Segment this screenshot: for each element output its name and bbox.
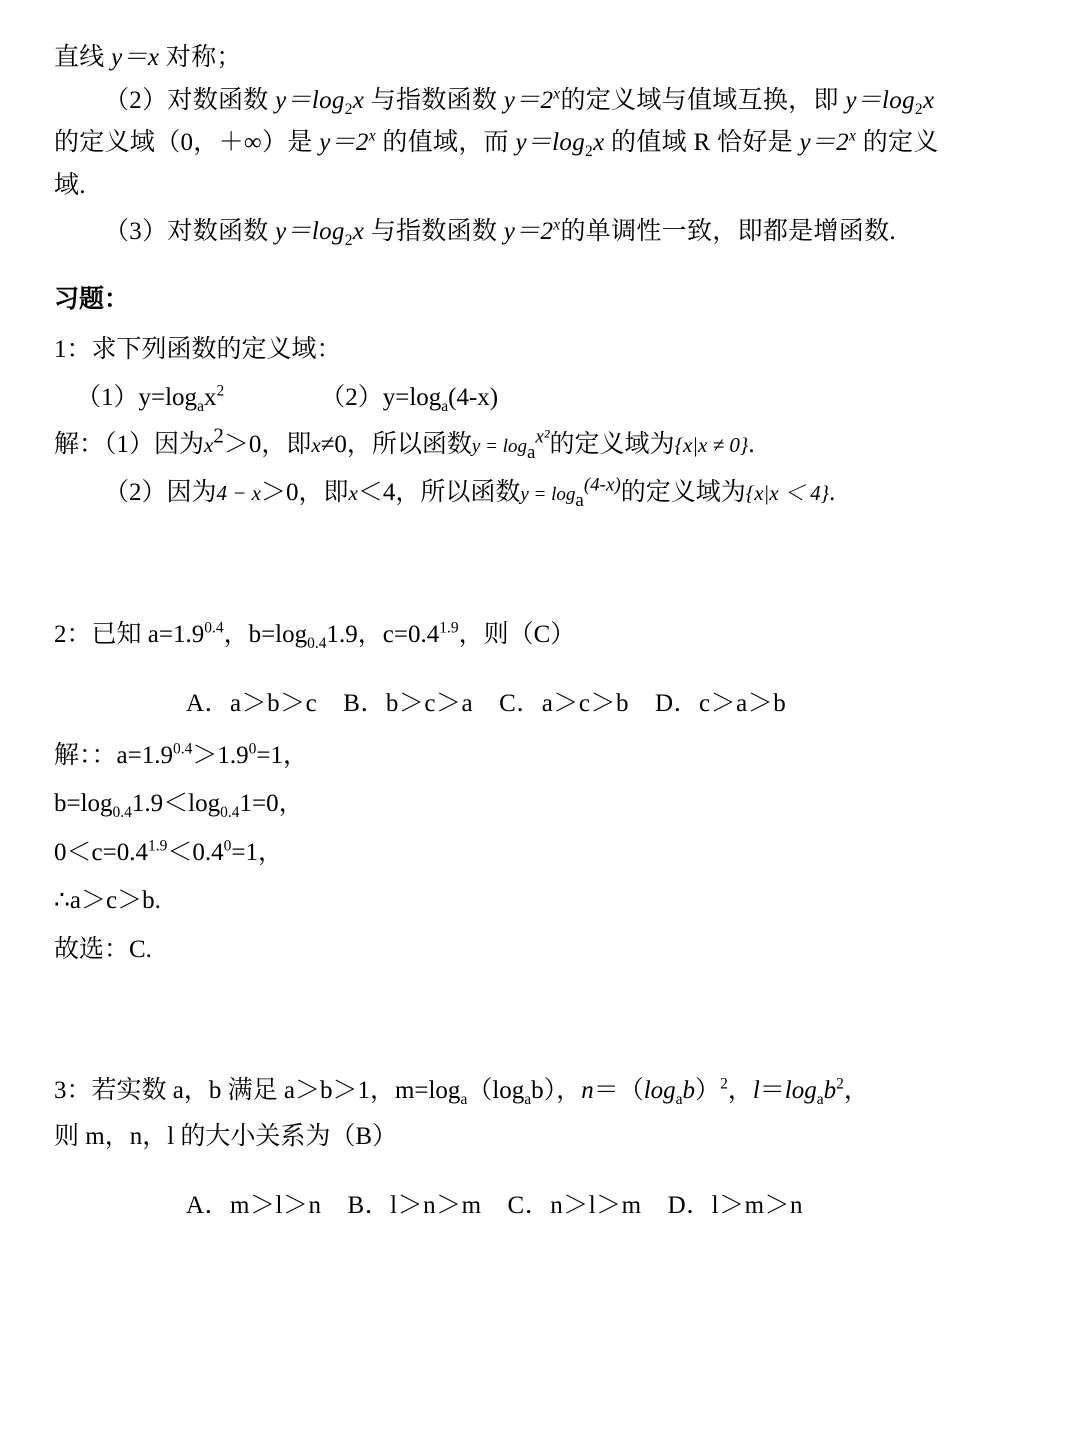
q3-stem-b: （log xyxy=(467,1077,525,1104)
q3-stem-log1-var: b xyxy=(682,1077,696,1104)
property-2-line2-math-a: y＝2 xyxy=(319,129,369,156)
q3-stem-d: ＝（ xyxy=(593,1077,644,1104)
q2-stem-a-sup: 0.4 xyxy=(204,619,224,637)
question-1-solution-2 xyxy=(54,471,1026,516)
q2-stem-d: ，则（ xyxy=(458,620,534,648)
question-2-solution-line-3 xyxy=(54,831,1026,876)
spacer-q2-choices xyxy=(54,660,1026,670)
property-3-label: （3） xyxy=(104,218,168,245)
question-3-choices xyxy=(54,1186,1026,1226)
q3-choice-a[interactable]: A．m＞l＞n xyxy=(186,1192,322,1219)
property-2-text-b: 与指数函数 xyxy=(364,86,504,114)
property-2-line-1 xyxy=(54,81,1026,122)
q2-sol1-c: =1， xyxy=(256,741,308,769)
question-2-conclusion: ∴a＞c＞b. xyxy=(54,887,161,914)
property-2-text-a: 对数函数 xyxy=(167,86,276,114)
q1-sol2-d: 的定义域为 xyxy=(620,479,746,506)
q1-sol1-set: {x|x ≠ 0} xyxy=(674,432,749,457)
q3-stem-g: ＝ xyxy=(759,1077,785,1104)
question-2-stem xyxy=(54,614,1026,656)
q2-answer: C xyxy=(533,620,551,648)
q2-stem-e: ） xyxy=(550,620,576,648)
question-1-item-2-sub: a xyxy=(441,397,449,415)
spacer-after-q1-2 xyxy=(54,580,1026,614)
question-1-block xyxy=(54,329,1026,516)
question-1-item-1-sub: a xyxy=(197,397,204,415)
property-2-line2-c: 的值域 R 恰好是 xyxy=(604,129,800,156)
property-2-line2-math-c-sup: x xyxy=(848,127,857,145)
question-1-item-1-sup: 2 xyxy=(216,382,225,400)
q1-sol1-d: 的定义域为 xyxy=(549,430,675,458)
property-2-line2-d: 的定义 xyxy=(856,129,939,156)
q1-sol1-fn-sup: x² xyxy=(535,426,550,448)
q3-stem-log2-sub: a xyxy=(816,1091,824,1108)
q1-sol2-b: ＞0，即 xyxy=(261,479,349,506)
q3-stem-c: b）， xyxy=(531,1077,582,1104)
q1-sol2-set: {x|x ＜ 4} xyxy=(745,481,830,505)
q2-sol3-a-sup: 1.9 xyxy=(147,837,168,855)
question-2-final-answer: 故选：C. xyxy=(54,935,152,963)
q3-stem-a: 3：若实数 a，b 满足 a＞b＞1，m=log xyxy=(54,1077,461,1104)
q3-answer: B xyxy=(355,1123,373,1150)
property-2-line-3: 域. xyxy=(54,171,86,199)
q3-stem-h: ， xyxy=(843,1077,869,1104)
question-1-item-1-label: （1） xyxy=(76,383,139,411)
property-3-text-c: 的单调性一致，即都是增函数. xyxy=(560,218,896,245)
question-3-stem-line-1 xyxy=(54,1070,1026,1112)
property-2-line2-math-b-sub: 2 xyxy=(585,143,594,160)
question-1-item-1-expr: y=log xyxy=(138,383,198,411)
q2-sol2-b-sub: 0.4 xyxy=(220,804,240,821)
question-1-stem: 1：求下列函数的定义域： xyxy=(54,335,342,363)
q2-sol3-b: ＜0.4 xyxy=(167,838,224,866)
q2-sol2-b: 1.9＜log xyxy=(131,790,221,817)
exercises-heading: 习题： xyxy=(54,284,130,313)
question-2-choices xyxy=(54,684,1026,724)
q1-sol2-e: . xyxy=(829,479,836,506)
property-2-math-b: y＝2 xyxy=(503,86,554,114)
q2-stem-a: 2：已知 a=1.9 xyxy=(54,620,205,648)
q3-choice-c[interactable]: C．n＞l＞m xyxy=(507,1192,642,1219)
q3-stem-log2-var: b xyxy=(823,1077,837,1104)
property-2-line2-math-b: y＝log xyxy=(515,129,586,156)
property-2-math-c-sub: 2 xyxy=(914,100,923,118)
question-1-item-2-label: （2） xyxy=(320,383,383,411)
q3-stem-e: ） xyxy=(695,1077,721,1104)
q1-sol1-e: . xyxy=(748,430,755,458)
property-3-math-a-var: x xyxy=(352,218,365,245)
q2-sol1-a-sup: 0.4 xyxy=(172,740,193,758)
q2-choice-c[interactable]: C．a＞c＞b xyxy=(499,689,629,717)
q1-sol1-fn-sub: a xyxy=(526,441,536,463)
q3-stem-f: ， xyxy=(727,1077,753,1104)
top-fragment-math: y＝x xyxy=(111,44,160,71)
q1-sol1-math2: x xyxy=(311,432,321,457)
q3-stem2-b: ） xyxy=(372,1123,398,1150)
q2-stem-b-sub: 0.4 xyxy=(307,634,327,652)
q2-sol1-a: 解：：a=1.9 xyxy=(54,741,173,769)
q1-sol2-c: ＜4，所以函数 xyxy=(357,479,521,506)
property-2-line2-math-a-sup: x xyxy=(368,127,376,145)
q1-sol1-b: ＞0，即 xyxy=(223,430,312,458)
q3-choice-d[interactable]: D．l＞m＞n xyxy=(667,1192,804,1219)
top-fragment-line xyxy=(54,38,1026,79)
q3-stem-n: n xyxy=(581,1077,594,1104)
property-2-line2-math-b-var: x xyxy=(593,129,605,156)
q2-sol1-b: ＞1.9 xyxy=(192,741,249,769)
q1-sol1-c: ≠0，所以函数 xyxy=(320,430,472,458)
property-2-math-a-var: x xyxy=(352,86,365,114)
q2-sol2-a: b=log xyxy=(54,790,113,817)
q3-stem-log1: log xyxy=(643,1077,676,1104)
q1-sol1-math1: x xyxy=(204,432,214,457)
q2-choice-b[interactable]: B．b＞c＞a xyxy=(343,689,474,717)
question-2-block xyxy=(54,614,1026,973)
q1-sol2-a: （2）因为 xyxy=(104,479,217,506)
question-1-item-1 xyxy=(76,382,225,415)
question-1-items xyxy=(54,377,1026,413)
property-3-text-b: 与指数函数 xyxy=(364,218,504,245)
q1-sol2-fn: y = log xyxy=(520,484,576,505)
property-2-block xyxy=(54,81,1026,207)
q3-stem-a-sub: a xyxy=(460,1091,468,1108)
q1-sol2-math2: x xyxy=(348,481,358,505)
question-1-solution-1 xyxy=(54,423,1026,468)
spacer-after-q2 xyxy=(54,976,1026,1036)
q1-sol1-math1-sup: 2 xyxy=(213,423,224,448)
property-2-text-c: 的定义域与值域互换，即 xyxy=(560,86,846,114)
top-fragment-suffix: 对称； xyxy=(159,44,242,71)
q1-sol1-fn: y = log xyxy=(471,435,527,457)
q2-sol2-c: 1=0， xyxy=(239,790,304,817)
q1-sol2-fn-sub: a xyxy=(575,490,584,511)
property-2-line2-b: 的值域，而 xyxy=(375,129,516,156)
question-1-item-2 xyxy=(320,383,499,415)
property-2-line2-math-c: y＝2 xyxy=(799,129,849,156)
q3-stem-log1-sub: a xyxy=(675,1091,683,1108)
property-2-math-b-sup: x xyxy=(553,85,561,103)
q2-choice-a[interactable]: A．a＞b＞c xyxy=(186,689,318,717)
property-2-line2-a: 的定义域（0，＋∞）是 xyxy=(54,129,320,156)
question-2-solution-line-2 xyxy=(54,782,1026,827)
q3-stem-l: l xyxy=(752,1077,760,1104)
property-3-line-1 xyxy=(54,212,1026,253)
property-3-block xyxy=(54,212,1026,253)
property-2-math-c: y＝log xyxy=(845,86,915,114)
q2-sol3-c: =1， xyxy=(231,838,283,866)
q1-sol2-math1: 4 − x xyxy=(216,481,262,505)
question-3-stem-line-2 xyxy=(54,1116,1026,1158)
question-1-item-2-tail: (4-x) xyxy=(448,383,499,411)
top-fragment-prefix: 直线 xyxy=(54,44,112,71)
q3-stem-log2: log xyxy=(784,1077,817,1104)
spacer-after-q2-2 xyxy=(54,1036,1026,1070)
property-3-math-a-sub: 2 xyxy=(344,232,353,249)
q3-stem-log2-sup: 2 xyxy=(836,1075,844,1093)
property-2-label: （2） xyxy=(104,86,168,114)
q3-stem2-a: 则 m，n，l 的大小关系为（ xyxy=(54,1123,356,1150)
question-3-block xyxy=(54,1070,1026,1226)
q3-stem-b-sub: a xyxy=(524,1091,532,1108)
question-1-item-1-var: x xyxy=(203,383,217,411)
q3-stem-e-sup: 2 xyxy=(720,1075,728,1093)
property-2-line-2 xyxy=(54,123,1026,164)
property-3-math-b: y＝2 xyxy=(503,218,554,245)
q2-stem-c-sup: 1.9 xyxy=(439,619,459,637)
question-1-item-2-expr: y=log xyxy=(382,383,442,411)
q1-sol2-fn-sup: (4-x) xyxy=(583,474,621,496)
q1-sol1-a: 解：（1）因为 xyxy=(54,430,205,458)
property-2-math-c-var: x xyxy=(922,86,935,114)
property-2-math-a-sub: 2 xyxy=(344,100,353,118)
property-3-math-a: y＝log xyxy=(275,218,345,245)
spacer-q3-choices xyxy=(54,1162,1026,1172)
q3-choice-b[interactable]: B．l＞n＞m xyxy=(347,1192,482,1219)
q2-sol2-a-sub: 0.4 xyxy=(112,804,132,821)
property-2-math-a: y＝log xyxy=(275,86,345,114)
q2-stem-b: ，b=log xyxy=(223,620,308,648)
q2-choice-d[interactable]: D．c＞a＞b xyxy=(655,689,787,717)
q2-stem-c: 1.9，c=0.4 xyxy=(326,620,440,648)
spacer-after-q1 xyxy=(54,520,1026,580)
property-3-text-a: 对数函数 xyxy=(167,218,276,245)
q2-sol3-b-sup: 0 xyxy=(223,837,232,855)
q2-sol1-b-sup: 0 xyxy=(248,740,257,758)
q2-sol3-a: 0＜c=0.4 xyxy=(54,838,148,866)
question-2-solution-line-1 xyxy=(54,734,1026,779)
property-3-math-b-sup: x xyxy=(553,216,561,234)
